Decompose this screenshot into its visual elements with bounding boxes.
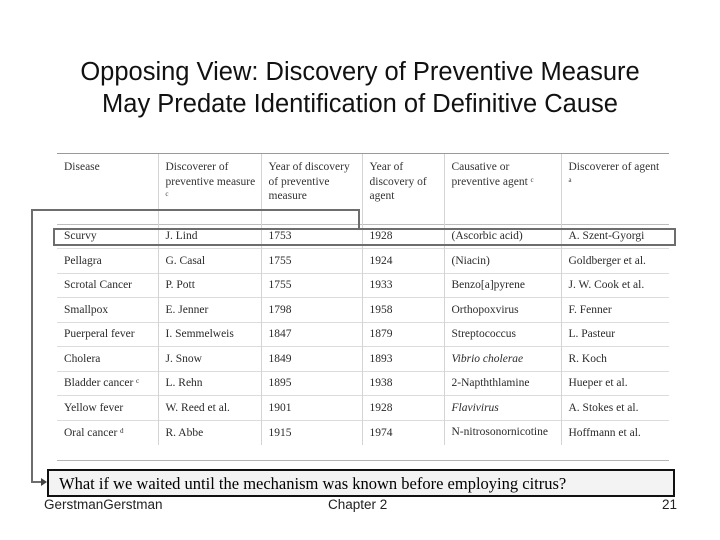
table-cell: Benzo[a]pyrene xyxy=(444,273,561,298)
footer-author: GerstmanGerstman xyxy=(44,497,163,512)
table-cell: Scrotal Cancer xyxy=(57,273,158,298)
table-row xyxy=(57,322,669,347)
table-cell: 1901 xyxy=(261,396,362,421)
connector-line-top xyxy=(31,209,360,211)
table-cell: W. Reed et al. xyxy=(158,396,261,421)
table-cell: 1958 xyxy=(362,298,444,323)
table-row xyxy=(57,249,669,274)
table-cell: 1753 xyxy=(261,224,362,249)
table-cell: J. Lind xyxy=(158,224,261,249)
scurvy-row-highlight xyxy=(53,228,676,246)
table-cell: L. Rehn xyxy=(158,371,261,396)
table-cell: Yellow fever xyxy=(57,396,158,421)
table-cell: 1933 xyxy=(362,273,444,298)
column-header-agent: Causative or preventive agent ᶜ xyxy=(444,154,561,224)
table-cell: 1928 xyxy=(362,224,444,249)
table-cell: Pellagra xyxy=(57,249,158,274)
slide-title xyxy=(20,56,700,120)
table-cell: Vibrio cholerae xyxy=(444,347,561,372)
table-cell: N-nitrosonornicotine xyxy=(444,420,561,445)
callout-box: What if we waited until the mechanism was known before employing citrus? xyxy=(47,469,675,497)
table-cell: 1847 xyxy=(261,322,362,347)
table-cell: A. Stokes et al. xyxy=(561,396,669,421)
table-cell: 1915 xyxy=(261,420,362,445)
disease-table-image xyxy=(57,153,669,461)
table-cell: 1798 xyxy=(261,298,362,323)
table-cell: (Niacin) xyxy=(444,249,561,274)
table-cell: Oral cancer ᵈ xyxy=(57,420,158,445)
table-cell: Flavivirus xyxy=(444,396,561,421)
table-row xyxy=(57,371,669,396)
table-cell: R. Abbe xyxy=(158,420,261,445)
table-cell: A. Szent-Gyorgi xyxy=(561,224,669,249)
table-cell: I. Semmelweis xyxy=(158,322,261,347)
table-cell: Scurvy xyxy=(57,224,158,249)
table-cell: R. Koch xyxy=(561,347,669,372)
table-row xyxy=(57,273,669,298)
column-header-year-agent: Year of discovery of agent xyxy=(362,154,444,224)
disease-table xyxy=(57,154,669,445)
table-cell: 1928 xyxy=(362,396,444,421)
title-line-2: May Predate Identification of Definitive Cause xyxy=(102,90,618,118)
table-cell: 1849 xyxy=(261,347,362,372)
table-cell: Hueper et al. xyxy=(561,371,669,396)
table-row xyxy=(57,298,669,323)
table-row xyxy=(57,347,669,372)
table-cell: 1938 xyxy=(362,371,444,396)
table-cell: Cholera xyxy=(57,347,158,372)
table-cell: 1755 xyxy=(261,273,362,298)
table-cell: L. Pasteur xyxy=(561,322,669,347)
table-cell: J. W. Cook et al. xyxy=(561,273,669,298)
column-header-discoverer-agent: Discoverer of agent ᵃ xyxy=(568,161,660,188)
table-cell: E. Jenner xyxy=(158,298,261,323)
table-cell: F. Fenner xyxy=(561,298,669,323)
table-row xyxy=(57,396,669,421)
table-cell: Puerperal fever xyxy=(57,322,158,347)
table-cell: 1893 xyxy=(362,347,444,372)
footer-page-number: 21 xyxy=(661,497,677,512)
table-cell: Bladder cancer ᶜ xyxy=(57,371,158,396)
table-row xyxy=(57,420,669,445)
column-header-discoverer-preventive: Discoverer of preventive measure ᶜ xyxy=(158,154,261,224)
table-cell: 1895 xyxy=(261,371,362,396)
table-cell: 2-Napththlamine xyxy=(444,371,561,396)
table-cell: Smallpox xyxy=(57,298,158,323)
table-cell: P. Pott xyxy=(158,273,261,298)
table-cell: 1924 xyxy=(362,249,444,274)
table-header-row xyxy=(57,154,669,224)
table-cell: Orthopoxvirus xyxy=(444,298,561,323)
connector-line-drop xyxy=(358,209,360,228)
table-cell: 1755 xyxy=(261,249,362,274)
column-header-disease: Disease xyxy=(57,154,158,224)
table-cell: Streptococcus xyxy=(444,322,561,347)
table-cell: (Ascorbic acid) xyxy=(444,224,561,249)
table-cell: 1974 xyxy=(362,420,444,445)
footer-chapter: Chapter 2 xyxy=(328,497,388,512)
table-cell: Hoffmann et al. xyxy=(561,420,669,445)
table-cell: J. Snow xyxy=(158,347,261,372)
column-header-year-preventive: Year of discovery of preventive measure xyxy=(261,154,362,224)
connector-line-vertical xyxy=(31,209,33,483)
title-line-1: Opposing View: Discovery of Preventive Measure xyxy=(80,58,640,86)
table-cell: 1879 xyxy=(362,322,444,347)
table-cell: G. Casal xyxy=(158,249,261,274)
table-cell: Goldberger et al. xyxy=(561,249,669,274)
